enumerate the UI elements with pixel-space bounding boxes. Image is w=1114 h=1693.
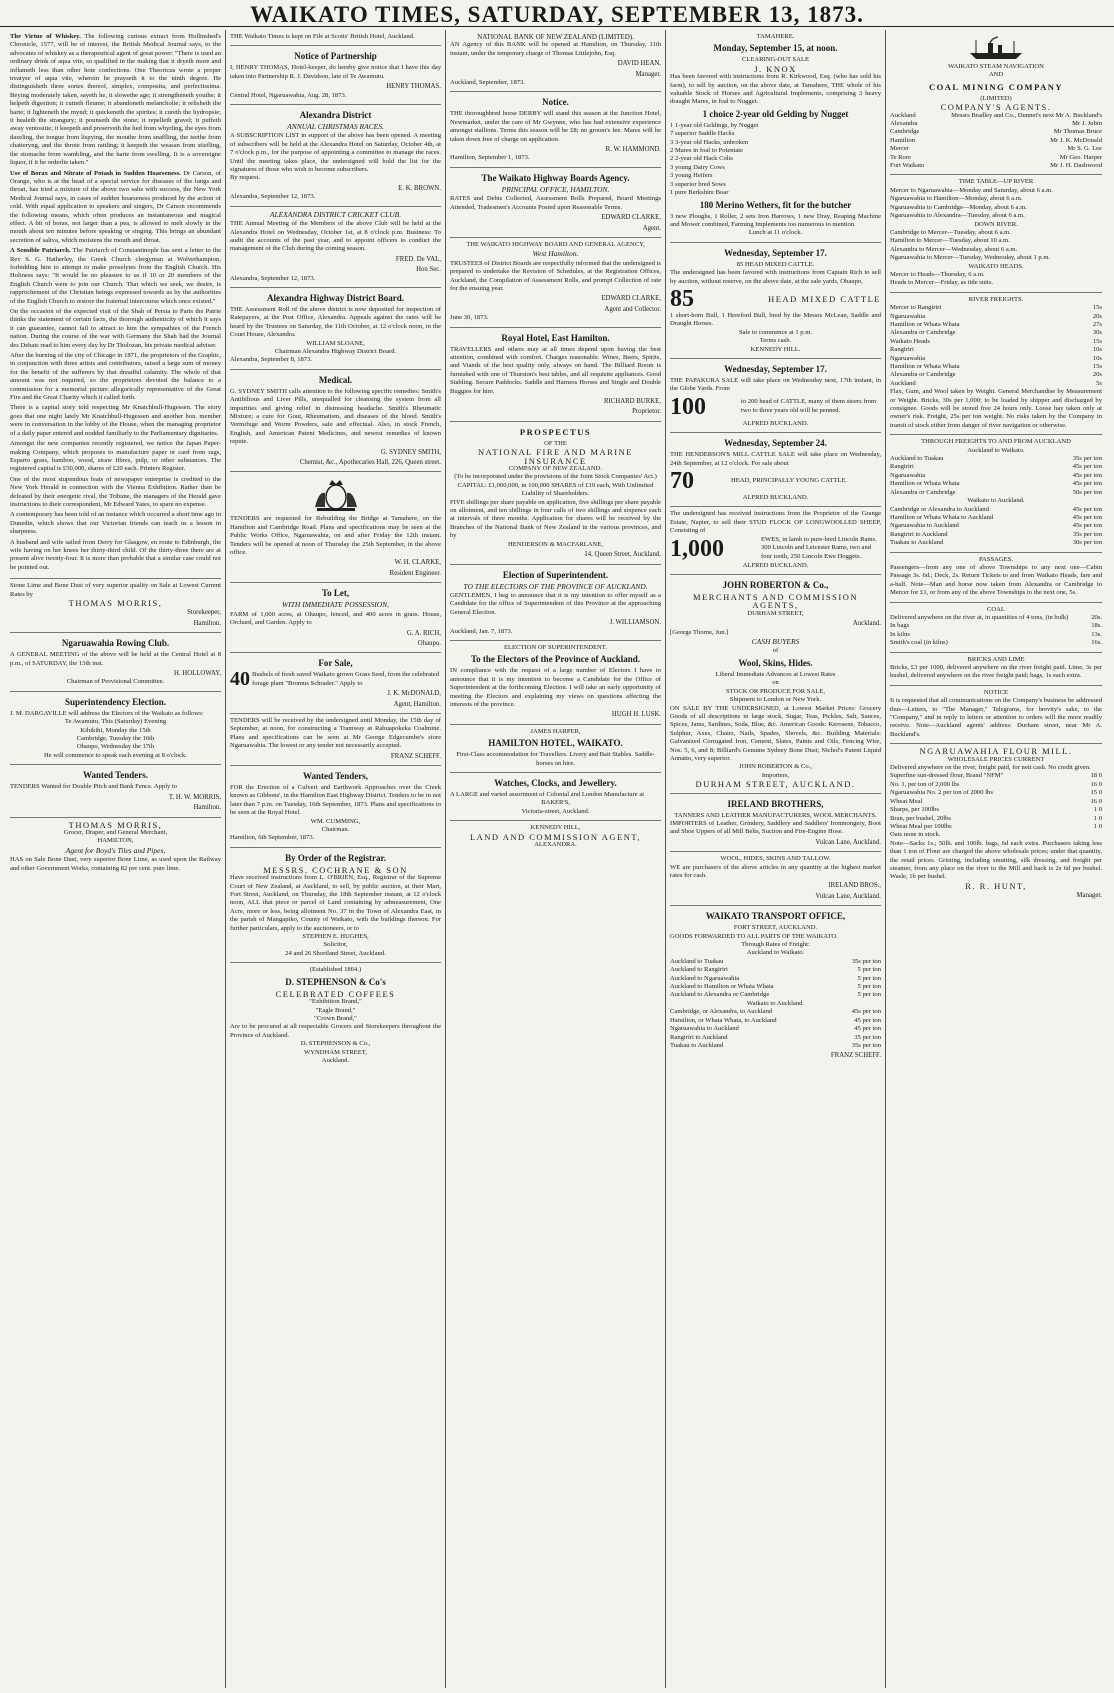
article-3: A Sensible Patriarch. The Patriarch of Constantinople has sent a letter to the Rev S. G. Hatherley, the Greek Church clergyman at Wolverhampton, forbidding him to attempt to make proselytes from the English Church. His Holiness says: "It would be no pleasure to us if 10 or 20 members of the English Church were to join our Church. That which we seek, we desire, is rapprochement of the Christian beings expressed towards us by the authorities of the English Church to restore the fraternal intercourse which once existed." <box>10 247 222 305</box>
royal-hotel-ad: Royal Hotel, East Hamilton. TRAVELLERS and others may at all times depend upon having the best attention, combined with comfort. Charges reasonable. Wines, Beers, Spirits, and Viands of the best quality only, always on hand. The Billiard Room is furnished with one of Thurston's best tables, and all requisite appliances. Good Stabling. Secure Paddocks. Saddle and Harness Horses and Single and Double Buggies for hire. RICHARD BURKE, Proprietor. <box>450 328 661 422</box>
tramway-tenders-ad: TENDERS will be received by the undersigned until Monday, the 15th day of September, at noon, for constructing a Tramway at Rahuapokeka Coalmine. Plans and specifications can be seen at Mr George Edgecumbe's store Ngaruawahia. The lowest or any tender not necessarily accepted. FRANZ SCHEFF. <box>230 714 441 766</box>
column-2 <box>226 30 446 1688</box>
prospectus-ad: PROSPECTUS OF THE NATIONAL FIRE AND MARINE INSURANCE COMPANY OF NEW ZEALAND. (To be incorporated under the provisions of the Joint Stock Companies' Act.) CAPITAL: £1,000,000, in 100,000 SHARES of £10 each, With Unlimited Liability of Shareholders. FIVE shillings per share payable on application, five shillings per share payable on allotment, and ten shillings in four calls of two shillings and sixpence each at intervals of three months. Application for shares will be received by the Branches of the National Bank of New Zealand in the various provinces, and by HENDERSON & MACFARLANE, 14, Queen Street, Auckland. <box>450 422 661 565</box>
article-1: The Virtue of Whiskey. The following curious extract from Hollinshed's Chronicle, 1577, will be of interest, the British Medical Journal says, to the advocates of whiskey as a therapeutical agent of great power: "There is used an ordinary drink of aqua vite, so qualified in the making that it dryeth more and inflameth less than other hote confections. One Theoricus wrote a proper treatyse of aqua vite, wherein he prayseth it to the ninth degree. He distinguisheth three sortes thereof, simplex, composita, and perfectissima. Beying moderately taken, sayeth he, it slowethe age; it strengtheneth youthe; it helpeth digestion; it cutteth fleume; it abandoneth melancholie; it relisheth the harte; it lighteneth the mynd; it quickeneth the spirites; it cureth the hydropsie; it healeth the strangury; it pounseth the stone; it repelleth gravel; it puffeth away ventositie; it keepeth and preserveth the hed from whyrling, the eyes from dazeling, the tongue from lispying, the mouthe from snaffling, the teethe from chatteryng, and the throte from rattling; it keepeth the weasan from stiefling, the stomache from wambling, and the harte from swelling. It is a sovereigne liquor, if it be orderlie taken." <box>10 33 222 167</box>
for-sale-ad: For Sale, 40 Bushels of fresh saved Waikato grown Grass Seed, from the celebrated forage plant "Bromus Schrader." Apply to J. K. McDONALD, Agent, Hamilton. <box>230 653 441 714</box>
coffee-ad: (Established 1864.) D. STEPHENSON & Co's CELEBRATED COFFEES "Exhibition Brand," "Eagle Brand," "Crown Brand," Are to be procured at all respectable Grocers and Storekeepers throughout the Province of Auckland. D. STEPHENSON & Co., WYNDHAM STREET, Auckland. <box>230 966 441 1064</box>
article-10: A husband and wife sailed from Derry for Glasgow, en route to Edinburgh, the wife having on her knees her thirty-third child. Of the thirty-three there are at present alive twenty-four. It is more than probable that a similar case could not be pointed out. <box>10 538 221 571</box>
article-8: One of the most stupendous feats of newspaper enterprise is credited to the New York Herald in connection with the Vienna Exhibition. Rather than be defeated by their energetic rival, the Tribune, the managers of the Herald gave instructions to their correspondent, Mr Edward Yates, to spare no expense. <box>10 475 221 508</box>
royal-crest-icon <box>311 477 361 513</box>
stone-ad: Stone Lime and Bone Dust of very superior quality on Sale at Lowest Current Rates by THOMAS MORRIS, Storekeeper, Hamilton. <box>10 579 221 633</box>
rowing-club-ad: Ngaruawahia Rowing Club. A GENERAL MEETING of the above will be held at the Central Hotel at 8 p.m., of SATURDAY, the 13th inst. H. HOLLOWAY, Chairman of Provisional Committee. <box>10 633 221 692</box>
election-ad: Election of Superintendent. TO THE ELECTORS OF THE PROVINCE OF AUCKLAND. GENTLEMEN, I beg to announce that it is my intention to offer myself as a Candidate for the office of Superintendent of this Province at the approaching General Election. J. WILLIAMSON. Auckland, Jan. 7, 1873. <box>450 565 661 641</box>
column-4 <box>666 30 886 1688</box>
tamahere-sale-ad: TAMAHERE. Monday, September 15, at noon. CLEARING-OUT SALE J. KNOX Has been favored with instructions from R. Kirkwood, Esq. (who has sold his farm), to sell by auction, on the above date, at Tamahere, THE whole of his valuable Stock of Horses and Agricultural Implements, comprising 3 heavy draught Mares, in foal to Nugget. 1 choice 2-year old Gelding by Nugget 1 1-year old Geldings, by Nugget 7 superior Saddle Hacks 3 3-year old Hacks, unbroken 2 Mares in foal to Potentate 2 2-year old Hack Colts 3 young Dairy Cows 3 young Heifers 3 superior bred Sows 1 pure Berkshire Boar 180 Merino Wethers, fit for the butcher 3 new Ploughs, 1 Roller, 2 sets Iron Harrows, 1 new Dray, Reaping Machine and Mower combined, Farming Implements too numerous to mention. Lunch at 11 o'clock. <box>670 30 881 243</box>
column-5 <box>886 30 1106 1688</box>
registrar-ad: By Order of the Registrar. MESSRS. COCHRANE & SON Have received instructions from L. O'BRIEN, Esq., Registrar of the Supreme Court of New Zealand, at Auckland, to sell, by public auction, at their Mart, Fort Street, Auckland, on Thursday, the 18th September instant, at 12 o'clock noon, ALL that piece or parcel of Land containing by admeasurement, One Acre, more or less, being allotment No. 37 in the Town of Alexandra East, in the parish of Mangapiko, County of Waikato, with the buildings thereon. For further particulars, apply to the auctioneers, or to STEPHEN E. HUGHES, Solicitor, 24 and 26 Shortland Street, Auckland. <box>230 848 441 963</box>
election-2-ad: ELECTION OF SUPERINTENDENT. To the Electors of the Province of Auckland. IN compliance with the request of a large number of Electors I have to announce that it is my intention to become a Candidate for the Office of Superintendent at the forthcoming Election. I will take an early opportunity of meeting the Electors and explaining my views on questions affecting the interests of the province. HUGH H. LUSK. <box>450 641 661 725</box>
transport-office-ad: WAIKATO TRANSPORT OFFICE, FORT STREET, AUCKLAND. GOODS FORWARDED TO ALL PARTS OF THE WAIKATO. Through Rates of Freight: Auckland to Waikato. Auckland to Tuakau 35s per ton Auckland to Rangiriri 5 per ton Auckland to Ngaruawahia 5 per ton Auckland to Hamilton or Whata Whata 5 per ton Auckland to Alexandra or Cambridge 5 per ton Waikato to Auckland. Cambridge, or Alexandra, to Auckland 45s per ton Hamilton, or Whata Whata, to Auckland 45 per ton Ngaruawahia to Auckland 45 per ton Rangiriri to Auckland 35 per ton Tuakau to Auckland 35s per ton FRANZ SCHEFF. <box>670 911 881 1060</box>
superintendency-ad: Superintendency Election. J. M. DARGAVILLE will address the Electors of the Waikato as follows: Te Awamutu, This (Saturday) Evening Kihikihi, Monday the 15th Cambridge, Tuesday the 16th Ohaupo, Wednesday the 17th He will commence to speak each evening at 8 o'clock. <box>10 692 221 765</box>
morris-ad: THOMAS MORRIS, Grocer, Draper, and General Merchant, HAMILTON, Agent for Boyd's Tiles and Pipes, HAS on Sale Bone Dust, very superior Bone Lime, as used upon the Railway and other Government Works, containing 82 per cent. pure lime. <box>10 819 221 872</box>
cricket-ad: ALEXANDRA DISTRICT CRICKET CLUB. THE Annual Meeting of the Members of the above Club will be held at the Alexandra Hotel on Wednesday, October 1st, at 8 o'clock p.m. Business: To audit the accounts of the past year, and to appoint officers to conduct the management of the Club during the coming season. FRED. De VAL, Hon Sec. Alexandra, September 12, 1873. <box>230 207 441 288</box>
highway-board-ad: Alexandra Highway District Board. THE Assessment Roll of the above district is now deposited for inspection of Ratepayers, at the Post Office, Alexandra. Appeals against the rates will be heard by the Trustees on Saturday, the 11th October, at 12 o'clock noon, in the Court House, Alexandra. WILLIAM SLOANE, Chairman Alexandra Highway District Board. Alexandra, September 8, 1873. <box>230 288 441 370</box>
column-1 <box>6 30 226 1688</box>
article-5: After the burning of the city of Chicago in 1871, the proprietors of the Graphic, in conjunction with three artists and contributors, raised a large sum of money for the benefit of the sufferers by that dreadful calamity. The whole of that amount was not required, so the proprietors devoted the balance to a commission for a memorial picture allegorically representative of the Great Fire and the Great Charity which it called forth. <box>10 352 221 402</box>
hamilton-hotel-ad: JAMES HARPER, HAMILTON HOTEL, WAIKATO. First-Class accommodation for Travellers. Livery and Bait Stables. Saddle-horses on hire. <box>450 725 661 773</box>
through-freights: THROUGH FREIGHTS TO AND FROM AUCKLAND Auckland to Waikato. Auckland to Tuakau 35s per ton Rangiriri 45s per ton Ngaruawahia 45s per ton Hamilton or Whata Whata 45s per ton Alexandra or Cambridge 50s per ton Waikato to Auckland. Cambridge or Alexandra to Auckland 45s per ton Hamilton or Whata Whata to Auckland 45s per ton Ngaruawahia to Auckland 45s per ton Rangiriri to Auckland 35s per ton Tuakau to Auckland 30s per ton <box>890 435 1102 552</box>
columns <box>6 30 1108 1688</box>
wool-hides-ad: WOOL, HIDES, SKINS AND TALLOW. WE are purchasers of the above articles in any quantity at the highest market rates for cash. IRELAND BROS., Vulcan Lane, Auckland. <box>670 852 881 906</box>
sale-sep-17-ad: Wednesday, September 17. 85 HEAD MIXED CATTLE. The undersigned has been favored with instructions from Captain Rich to sell by auction, without reserve, on the above date, at the sale yards, Ohaupo, 85 HEAD MIXED CATTLE 1 short-horn Bull, 1 Hereford Bull, bred by the Messrs McLean, Saddle and Draught Horses. Sale to commence at 1 p.m. Terms cash. KENNEDY HILL. <box>670 243 881 359</box>
article-4: On the occasion of the expected visit of the Shah of Persia to Paris the Patrie thinks the statement of certain facts, the thorough authenticity of which it says it can guarantee, cannot fail to attract to him the sympathies of the French nation. During the course of the war with Germany the Shah had the Journal des Debats read to him every day by Dr Tholozan, his private medical adviser. <box>10 308 221 349</box>
file-notice: THE Waikato Times is kept on File at Scotts' British Hotel, Auckland. <box>230 30 441 46</box>
steamship-icon <box>966 35 1026 61</box>
article-9: A contemporary has been told of an instance which occurred a short time ago in Dunedin, which shows that our Victorian friends can teach us a lesson in sharpness. <box>10 511 221 536</box>
timetable: TIME TABLE—UP RIVER Mercer to Ngaruawahia—Monday and Saturday, about 6 a.m. Ngaruawahia to Hamilton—Monday, about 6 a.m. Ngaruawahia to Cambridge—Monday, about 6 a.m. Ngaruawahia to Alexandra—Tuesday, about 6 a.m. DOWN RIVER. Cambridge to Mercer—Tuesday, about 6 a.m. Hamilton to Mercer—Tuesday, about 10 a.m. Alexandra to Mercer—Wednesday, about 6 a.m. Ngaruawahia to Mercer—Tuesday, Wednesday, about 1 p.m. WAIKATO HEADS. Mercer to Heads—Thursday, 6 a.m. Heads to Mercer—Friday, as tide suits. <box>890 175 1102 292</box>
partnership-ad: Notice of Partnership I, HENRY THOMAS, Hotel-keeper, do hereby give notice that I have this day taken into Partnership R. J. Davidson, late of Te Awamutu. HENRY THOMAS. Central Hotel, Ngaruawahia, Aug. 28, 1873. <box>230 46 441 105</box>
papakura-sale-ad: Wednesday, September 17. THE PAPAKURA SALE will take place on Wednesday next, 17th instant, in the Globe Yards. From 100 to 200 head of CATTLE, many of them steers from two to three years old will be penned. ALFRED BUCKLAND. <box>670 359 881 433</box>
wanted-tenders-ad: Wanted Tenders. TENDERS Wanted for Double Pitch and Bank Fence. Apply to T. H. W. MORRIS, Hamilton. <box>10 765 221 817</box>
article-2: Use of Borax and Nitrate of Potash in Sudden Hoarseness. Dr Carson, of Orange, who is at the head of a special service for diseases of the lungs and throat, has tried a mixture of the above two salts with success, the New York Medical Journal says, in cases of sudden hoarseness produced by the action of cold. With equal application to speakers and singers, Dr Carson recommends the following means, which often produces an instantaneous and magical effect. A bit of borax, not larger than a pea, is allowed to melt slowly in the mouth about ten minutes before speaking or singing. This brings an abundant secretion of saliva, which moistens the mouth and throat. <box>10 169 222 244</box>
article-7: Amongst the new companies recently registered, we notice the Japan Paper-making Company, which proposes to manufacture paper or card from rags, Esparto grass, bamboo, wood, straw fibres, pulp, or other substances. The registered capital is £50,000, shares of £20 each. Printers Register. <box>10 440 221 473</box>
stallion-notice: Notice. THE thoroughbred horse DERBY will stand this season at the Junction Hotel, Newmarket, under the care of Mr Gwynne, who has had extensive experience amongst stallions. Terms this season will be £8; no groom's fee. Mares will be taken down free of charge on application. R. W. HAMMOND. Hamilton, September 1, 1873. <box>450 92 661 167</box>
ireland-brothers-ad: IRELAND BROTHERS, TANNERS AND LEATHER MANUFACTURERS, WOOL MERCHANTS. IMPORTERS of Leather, Grindery, Saddlery and Saddlers' Ironmongery, Boot and Shoe Uppers of all Mill Belts, Suction and Fire-Engine Hose. Vulcan Lane, Auckland. <box>670 794 881 853</box>
hendersons-mill-sale-ad: Wednesday, September 24. THE HENDERSON'S MILL CATTLE SALE will take place on Wednesday, 24th September, at 12 o'clock. For sale about 70 HEAD, PRINCIPALLY YOUNG CATTLE. ALFRED BUCKLAND. <box>670 433 881 507</box>
navigation-company-ad: WAIKATO STEAM NAVIGATION AND COAL MINING COMPANY (LIMITED) COMPANY'S AGENTS. Auckland Messrs Bradley and Co., Dunnet's next Mr A. Buckland's Alexandra Mr J. Jubin Cambridge Mr Thomas Bruce Hamilton Mr J. K. McDonald Mercer Mr S. G. Lee Te Rore Mr Geo. Harper Fort Waikato Mr J. H. Dashwood <box>890 30 1102 175</box>
flour-mill-ad: NGARUAWAHIA FLOUR MILL. WHOLESALE PRICES CURRENT Delivered anywhere on the river, freight paid, for nett cash. No credit given. Superfine sun-dressed flour, Brand "NFM" 18 0 No. 1, per ton of 2,000 lbs 16 0 Ngaruawahia No. 2 per ton of 2000 lbs 15 0 Wheat Meal 16 0 Sharps, per 100lbs 1 0 Bran, per bushel, 20lbs 1 0 Wheat Meal per 100lbs 1 0 Oats none in stock. Note—Sacks 1s.; 50lb. and 100lb. bags, 6d each extra. Purchasers taking less than 1 ton of Flour are charged the above wholesale prices; under that quantity, the retail prices. Gristing, including smutting, silk dressing, and freight per steamer, from any place on the river to the Mill and back is 2s 6d per bushel. Wasle, 1b per bushel. R. R. HUNT, Manager. <box>890 746 1102 900</box>
articles <box>10 30 221 579</box>
article-6: There is a capital story told respecting Mr Knatchbull-Hugessen. The story goes that one night lately Mr Knatchbull-Hugessen and another hon. member were in conversation in the lobby of the House, when the managing proprietor of a daily paper entered and nodded familiarly to the Parliamentary dignitaries. <box>10 404 221 437</box>
bank-ad: NATIONAL BANK OF NEW ZEALAND (LIMITED). AN Agency of this BANK will be opened at Hamilton, on Thursday, 11th instant, under the temporary charge of Thomas Littlejohn, Esq. DAVID HEAN, Manager. Auckland, September, 1873. <box>450 30 661 92</box>
watches-ad: Watches, Clocks, and Jewellery. A LARGE and varied assortment of Colonial and London Manufacture at BAKER'S, Victoria-street, Auckland. <box>450 773 661 821</box>
roberton-ad: JOHN ROBERTON & Co., MERCHANTS AND COMMISSION AGENTS, DURHAM STREET, Auckland. [George Thorne, Jun.] CASH BUYERS of Wool, Skins, Hides. Liberal Immediate Advances at Lowest Rates on STOCK OR PRODUCE FOR SALE, Shipment to London or New York. ON SALE BY THE UNDERSIGNED, at Lowest Market Prices: Grocery Goods of all descriptions in large stock, Sugar, Teas, Pickles, Salt, Sauces, Spices, Jams, Sardines, Soda, Blue, &c. American Goods: Kerosene, Tobacco, Sulphur, Axes, Chairs, Nails, Spades, Shovels, &c. Building Materials: Galvanized Corrugated Iron, Cement, Slates, Paints and Oils, Fencing Wire, Nos. 5, 6, and 8; Billiard's Genuine Sydney Bone Dust; Nichol's Patent Liquid Annatto, very superior. JOHN ROBERTON & Co., Importers, DURHAM STREET, AUCKLAND. <box>670 575 881 794</box>
to-let-ad: To Let, WITH IMMEDIATE POSSESSION, FARM of 1,000 acres, at Ohaupo, fenced, and 400 acres in grass. House, Orchard, and Garden. Apply to G. A. RICH, Ohaupo. <box>230 583 441 653</box>
bricks-lime: BRICKS AND LIME Bricks, £3 per 1000, delivered anywhere on the river freight paid. Lime, 3s per bushel, delivered anywhere on the river freight paid; bags, 1s each extra. <box>890 653 1102 686</box>
bridge-tenders-ad: TENDERS are requested for Rebuilding the Bridge at Tamahere, on the Hamilton and Cambridge Road. Plans and specifications may be seen at the Public Works Office, Ngaruawahia, on and after Friday the 12th instant. Tenders will be opened at noon of Thursday the 25th September, in the above office. W. H. CLARKE, Resident Engineer. <box>230 472 441 583</box>
culvert-tenders-ad: Wanted Tenders, FOR the Erection of a Culvert and Earthwork Approaches over the Creek known as Gibbons', in the Hamilton East Highway District. Tenders to be in not later than 7 p.m. on Tuesday, 16th September, 1873. Plans and specifications to be seen at the Royal Hotel. WM. CUMMING, Chairman. Hamilton, 6th September, 1873. <box>230 766 441 848</box>
races-ad: Alexandra District ANNUAL CHRISTMAS RACES. A SUBSCRIPTION LIST in support of the above has been opened. A meeting of subscribers will be held at the Alexandra Hotel on Saturday, October 4th, at 7 o'clock p.m., for the purpose of appointing a committee to manage the races. Until the meeting takes place, the undersigned will hold the list for the signatures of those who wish to become subscribers. By request. E. K. BROWN. Alexandra, September 12, 1873. <box>230 105 441 207</box>
column-3 <box>446 30 666 1688</box>
passages: PASSAGES. Passengers—from any one of above Townships to any next one—Cabin Passage 3s. 6d.; Deck, 2s. Return Tickets to and from Waikato Heads, fare and a-half. Note—Man and horse now taken from Alexandra or Cambridge to Mercer for £1, or from any of the above Townships to the next one, 5s. <box>890 553 1102 603</box>
coal-prices: COAL Delivered anywhere on the river at, in quantities of 4 tons, (in bulk) 20s. In bags 18s. In kilns 13s. Smith's coal (in kilns) 16s. <box>890 603 1102 653</box>
river-freights: RIVER FREIGHTS. Mercer to Rangiriri 15s Ngaruawahia 20s Hamilton or Whata Whata 27s Alexandra or Cambridge 30s Waikato Heads 15s Rangiriri 10s Ngaruawahia 10s Hamilton or Whata Whata 15s Alexandra or Cambridge 20s Auckland 5s Flax, Gum, and Wool taken by Weight. General Merchandise by Measurement or Weight. Bricks, 30s per 1,000; to be loaded by shipper and discharged by consignee. Goods will be stored free 24 hours only. Loose hay taken only at owner's risk. Freight, 25s per ton weight. No risks taken by the Company in transit of stock either from danger of river navigation or otherwise. <box>890 293 1102 436</box>
land-agent-ad: KENNEDY HILL, LAND AND COMMISSION AGENT, ALEXANDRA. <box>469 824 642 849</box>
sheep-sale-ad: The undersigned has received instructions from the Proprietor of the Grange Estate, Napier, to sell their STUD FLOCK OF LONGWOOLLED SHEEP, Consisting of 1,000 EWES, in lamb to pure-bred Lincoln Rams. 300 Lincoln and Leicester Rams, two and four tooth, 250 Lincoln Ewe Hoggets. ALFRED BUCKLAND. <box>670 507 881 575</box>
company-notice: NOTICE It is requested that all communications on the Company's business be addressed thus—Letters, to "The Manager," Telegrams, for brevity's sake, to the "Company," and in reply to letters or attention to orders will the more readily receive. Note—Auckland agents' address: Durham street, near Mr A. Buckland's. <box>890 686 1102 744</box>
general-agency-ad: THE WAIKATO HIGHWAY BOARD AND GENERAL AGENCY, West Hamilton. TRUSTEES of District Boards are respectfully informed that the undersigned is prepared to undertake the Revision of Schedules, at the Registration Offices, Auckland, the Compilation of Assessment Rolls, and prompt Collection of rate for the ensuing year. EDWARD CLARKE, Agent and Collector. June 30, 1873. <box>450 238 661 328</box>
masthead: WAIKATO TIMES, SATURDAY, SEPTEMBER 13, 1873. <box>0 0 1114 27</box>
medical-ad: Medical. G. SYDNEY SMITH calls attention to the following specific remedies: Smith's Antibilious and Liver Pills, unequalled for cleansing the system from all impurities and giving relief in distressing headache. Smith's Rheumatic Mixture; a cure for Gout, Rheumatism, and diseases of the blood. Smith's Vermifuge and Worm Powders, safe and effectual. Also, in stock French, English, and American Patent Medicines, and newest remedies of known repute. G. SYDNEY SMITH, Chemist, &c., Apothecaries Hall, 226, Queen street. <box>230 370 441 473</box>
boards-agency-ad: The Waikato Highway Boards Agency. PRINCIPAL OFFICE, HAMILTON. RATES and Debts Collected, Assessment Rolls Prepared, Board Meetings Attended, Tradesmen's Accounts Posted upon Reasonable Terms. EDWARD CLARKE, Agent. <box>450 168 661 238</box>
